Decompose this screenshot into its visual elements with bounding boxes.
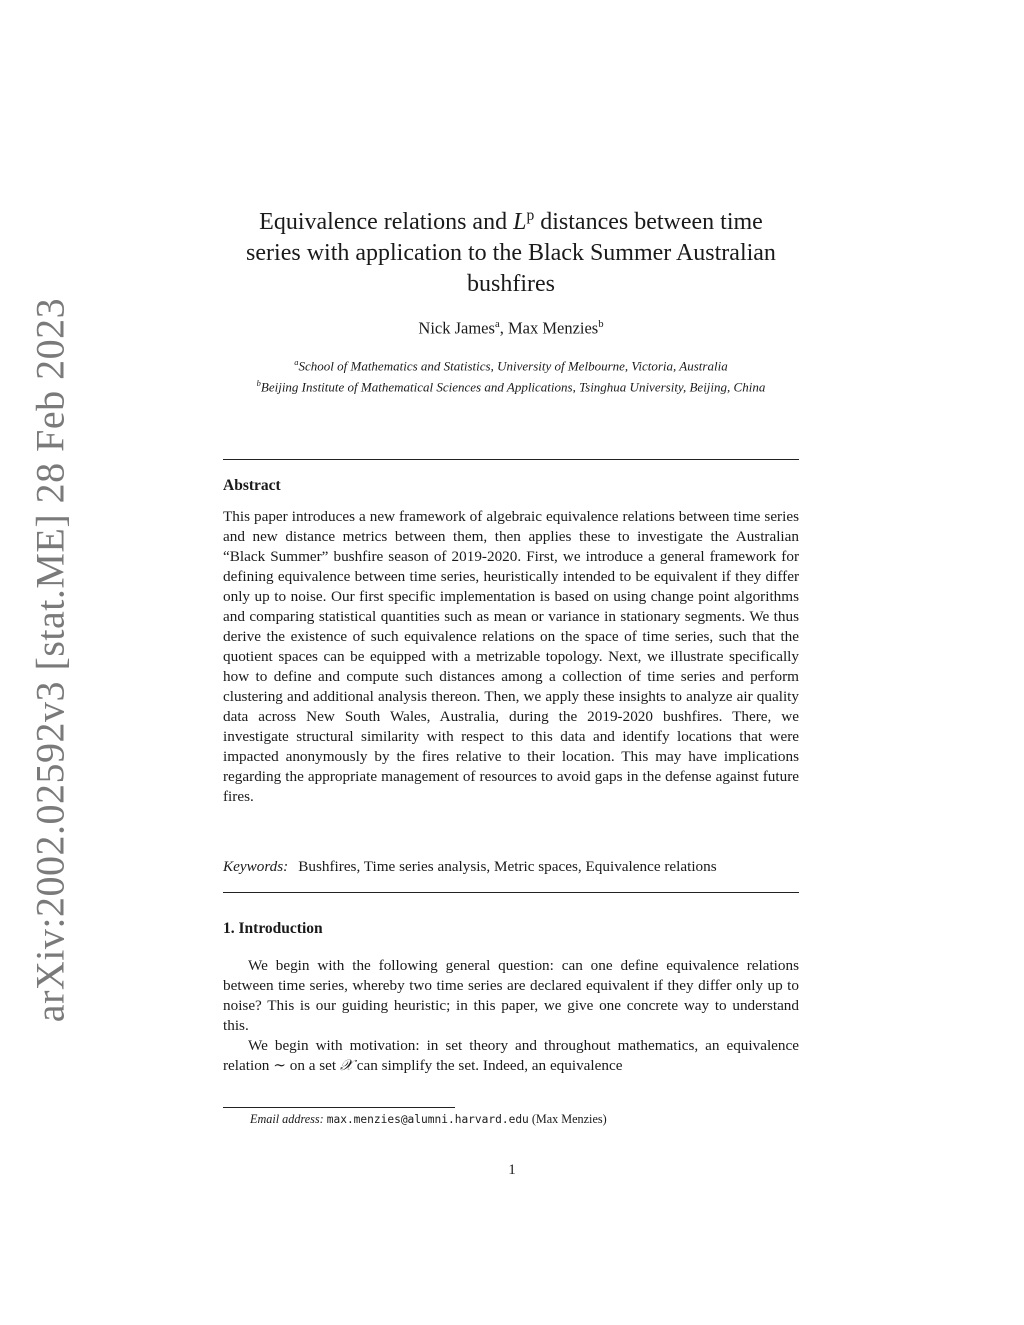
- title-line-2: series with application to the Black Summer Australian: [246, 240, 776, 266]
- abstract-bottom-rule: [223, 892, 799, 893]
- set-symbol: 𝒳: [339, 1057, 353, 1074]
- footnote-rule: [223, 1107, 455, 1108]
- introduction-body: [223, 956, 799, 1076]
- arxiv-identifier: arXiv:2002.02592v3 [stat.ME] 28 Feb 2023: [27, 297, 73, 1023]
- author-list: Nick James$^a$, Max Menzies$^b$: [418, 318, 604, 338]
- section-heading-introduction: 1. Introduction: [223, 920, 323, 937]
- footnote-name: (Max Menzies): [531, 1112, 607, 1126]
- author-name: Max Menzies: [507, 318, 599, 338]
- affiliations: [215, 354, 807, 396]
- title-math-symbol: L: [513, 209, 527, 235]
- affiliation-b: $^b$Beijing Institute of Mathematical Sciences and Applications, Tsinghua University, Beijing, China: [256, 377, 766, 395]
- abstract-heading: Abstract: [223, 477, 281, 494]
- author-affiliation-mark: b: [598, 318, 604, 330]
- page-number: 1: [508, 1162, 516, 1178]
- footnote-label: Email address:: [250, 1112, 324, 1126]
- intro-paragraph-2: We begin with motivation: in set theory and throughout mathematics, an equivalence relation ∼ on a set 𝒳 can simplify the set. Indeed, an equivalence: [223, 1037, 799, 1074]
- footnote: [250, 1112, 607, 1127]
- paper-title: [223, 200, 799, 300]
- equivalence-symbol: ∼: [273, 1057, 286, 1074]
- abstract-top-rule: [223, 459, 799, 460]
- affiliation-a: $^a$School of Mathematics and Statistics, University of Melbourne, Victoria, Australia: [294, 357, 728, 374]
- keywords: [223, 858, 799, 876]
- keywords-text: Bushfires, Time series analysis, Metric spaces, Equivalence relations: [298, 858, 717, 875]
- keywords-label: Keywords:: [223, 858, 289, 875]
- title-line-3: bushfires: [467, 271, 555, 297]
- footnote-email-link[interactable]: max.menzies@alumni.harvard.edu: [326, 1113, 529, 1126]
- title-math-superscript: p: [526, 207, 535, 224]
- author-name: Nick James: [418, 318, 495, 338]
- intro-paragraph-1: We begin with the following general question: can one define equivalence relations between time series, whereby two time series are declared equivalent if they differ only up to noise? This is our guiding heuristic; in this paper, we give one concrete way to understand this.: [223, 957, 799, 1034]
- author-affiliation-mark: a: [494, 318, 500, 330]
- abstract-text: This paper introduces a new framework of algebraic equivalence relations between time series and new distance metrics between them, then applies these to investigate the Australian “Black Summer” bushfire season of 2019-2020. First, we introduce a general framework for defining equivalence between time series, heuristically intended to be equivalent if they differ only up to noise. Our first specific implementation is based on using change point algorithms and comparing statistical quantities such as mean or variance in stationary segments. We thus derive the existence of such equivalence relations on the space of time series, such that the quotient spaces can be equipped with a metrizable topology. Next, we illustrate specifically how to define and compute such distances among a collection of time series and perform clustering and additional analysis thereon. Then, we apply these insights to analyze air quality data across New South Wales, Australia, during the 2019-2020 bushfires. There, we investigate structural similarity with respect to this data and identify locations that were impacted anonymously by the fires relative to their location. This may have implications regarding the appropriate management of resources to avoid gaps in the defense against future fires.: [223, 508, 799, 805]
- title-line-1: Equivalence relations and $L^p$ distances between time: [259, 207, 763, 235]
